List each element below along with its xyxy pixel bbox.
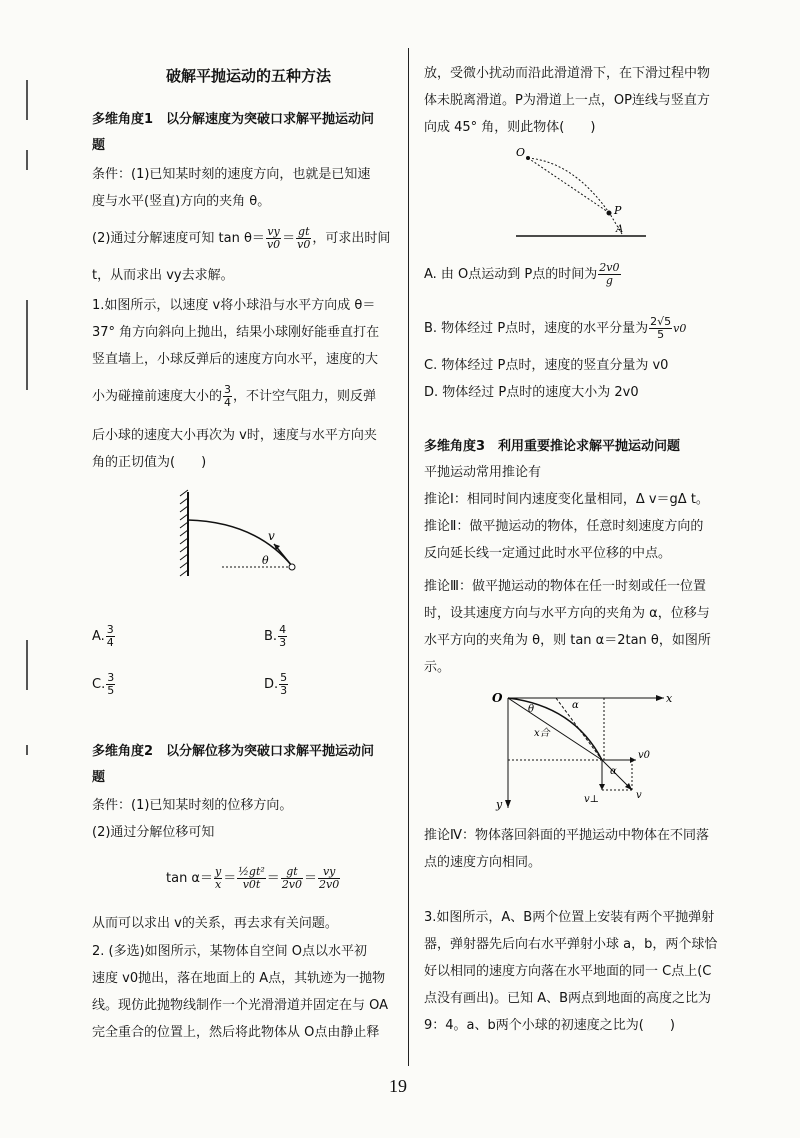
q1-text: 角的正切值为( ) [92, 455, 207, 470]
column-divider [408, 48, 409, 1066]
fraction [237, 866, 266, 891]
fraction-num: ½gt² [238, 865, 265, 878]
angle1-heading-cont: 题 [92, 138, 106, 153]
label-y: y [496, 798, 503, 811]
fraction-den: 5 [107, 684, 115, 697]
fraction [598, 262, 620, 287]
fraction [281, 866, 303, 891]
q1-option-d[interactable] [264, 672, 289, 697]
fraction-num: 2√5 [650, 315, 672, 328]
fraction-num: 2v0 [599, 261, 620, 274]
fraction-den: g [605, 274, 613, 287]
label-x-he: x合 [534, 728, 550, 739]
fraction-den: 3 [280, 684, 288, 697]
point-o [526, 156, 530, 160]
fraction [214, 866, 222, 891]
fraction-num: 5 [280, 671, 288, 684]
option-suffix: v0 [673, 322, 687, 335]
q3-text: 9：4。a、b两个小球的初速度之比为( ) [424, 1018, 675, 1033]
option-letter: A. [92, 629, 105, 644]
scan-edge-mark [26, 640, 28, 690]
q1-text-fraction-line [92, 384, 376, 409]
option-letter: B. [264, 629, 278, 644]
fraction [106, 672, 115, 697]
angle1-condition: 条件：(1)已知某时刻的速度方向，也就是已知速 [92, 167, 371, 182]
page-number: 19 [389, 1076, 407, 1096]
fraction-den: 3 [279, 636, 287, 649]
scan-edge-mark [26, 80, 28, 120]
fraction-den: 4 [224, 396, 232, 409]
q2-figure [512, 144, 652, 240]
q2-text: 线。现仿此抛物线制作一个光滑滑道并固定在与 OA [92, 998, 389, 1013]
q1-text: 后小球的速度大小再次为 v时，速度与水平方向夹 [92, 428, 377, 443]
q2-option-d[interactable]: D. 物体经过 P点时的速度大小为 2v0 [424, 385, 639, 400]
q1-text: 37° 角方向斜向上抛出，结果小球刚好能垂直打在 [92, 325, 380, 340]
fraction [106, 624, 115, 649]
option-text: B. 物体经过 P点时，速度的水平分量为 [424, 321, 649, 336]
q1-option-c[interactable] [92, 672, 116, 697]
fraction-num: 3 [106, 623, 114, 636]
fraction-num: vy [318, 866, 340, 879]
vperp-arrow [599, 784, 605, 790]
fraction-den: v0 [297, 238, 311, 251]
inference-4-cont: 点的速度方向相同。 [424, 855, 542, 870]
fraction-num: 3 [224, 383, 232, 396]
option-letter: C. [92, 677, 106, 692]
q2-option-b[interactable] [424, 316, 686, 341]
v-label: v [268, 529, 275, 543]
fraction-den: v0 [266, 238, 281, 251]
fraction [223, 384, 232, 409]
angle3-heading: 多维角度3 利用重要推论求解平抛运动问题 [424, 439, 681, 454]
q1-option-b[interactable] [264, 624, 288, 649]
label-o: O [516, 146, 526, 159]
q2-text: 完全重合的位置上，然后将此物体从 O点由静止释 [92, 1025, 380, 1040]
y-axis-arrow [505, 800, 511, 808]
inference-2-cont: 反向延长线一定通过此时水平位移的中点。 [424, 546, 672, 561]
q2-text: 2. (多选)如图所示，某物体自空间 O点以水平初 [92, 944, 368, 959]
scan-edge-mark [26, 745, 28, 755]
formula-prefix: (2)通过分解速度可知 tan θ＝ [92, 231, 265, 246]
angle1-heading: 多维角度1 以分解速度为突破口求解平抛运动问 [92, 112, 375, 127]
trajectory [188, 520, 292, 566]
label-x: x [666, 692, 673, 705]
inference-3-cont: 水平方向的夹角为 θ，则 tan α＝2tan θ，如图所 [424, 633, 711, 648]
label-a: A [616, 224, 624, 235]
x-axis-arrow [656, 695, 664, 701]
label-alpha-2: α [610, 766, 617, 777]
op-line [528, 158, 608, 212]
fraction-den: 4 [106, 636, 114, 649]
angle1-condition-cont: 度与水平(竖直)方向的夹角 θ。 [92, 194, 271, 209]
formula-lhs: tan α＝ [166, 871, 214, 886]
inference3-figure [484, 686, 674, 814]
inference-3-cont: 时，设其速度方向与水平方向的夹角为 α，位移与 [424, 606, 710, 621]
fraction-den: 5 [657, 328, 665, 341]
page-title: 破解平抛运动的五种方法 [166, 67, 332, 85]
fraction-den: 2v0 [281, 878, 303, 891]
fraction-den: v0t [242, 878, 261, 891]
q1-figure [176, 488, 306, 578]
q1-text: 1.如图所示，以速度 v将小球沿与水平方向成 θ＝ [92, 298, 376, 313]
fraction-num: vy [267, 225, 280, 238]
parabola-track [528, 158, 622, 234]
q2-option-a[interactable] [424, 262, 622, 287]
v0-arrow [630, 757, 636, 763]
equals: ＝ [223, 871, 237, 886]
fraction [278, 624, 287, 649]
angle2-after: 从而可以求出 v的关系，再去求有关问题。 [92, 916, 338, 931]
q1-prefix: 小为碰撞前速度大小的 [92, 389, 223, 404]
scan-edge-mark [26, 150, 28, 170]
equals: ＝ [304, 871, 318, 886]
fraction-num: 3 [107, 671, 115, 684]
label-vperp: v⊥ [584, 794, 600, 805]
fraction [649, 316, 672, 341]
label-v: v [636, 790, 642, 801]
inference-3: 推论Ⅲ：做平抛运动的物体在任一时刻或任一位置 [424, 579, 706, 594]
fraction [279, 672, 288, 697]
equals: ＝ [282, 231, 296, 246]
inference-3-cont: 示。 [424, 660, 451, 675]
inference-1: 推论Ⅰ：相同时间内速度变化量相同，Δ v＝gΔ t。 [424, 492, 709, 507]
fraction-num: 4 [279, 623, 287, 636]
angle3-intro: 平抛运动常用推论有 [424, 465, 542, 480]
fraction-num: y [215, 865, 222, 878]
q3-text: 点没有画出)。已知 A、B两点到地面的高度之比为 [424, 991, 712, 1006]
fraction-num: gt [281, 866, 303, 879]
angle2-condition: 条件：(1)已知某时刻的位移方向。 [92, 798, 293, 813]
label-v0: v0 [638, 750, 651, 761]
label-theta: θ [528, 704, 535, 715]
inference-4: 推论Ⅳ：物体落回斜面的平抛运动中物体在不同落 [424, 828, 709, 843]
q1-suffix: ，不计空气阻力，则反弹 [233, 389, 377, 404]
q3-text: 器，弹射器先后向右水平弹射小球 a，b，两个球恰 [424, 937, 718, 952]
label-o: O [492, 691, 503, 705]
formula-suffix: ，可求出时间 [312, 231, 391, 246]
label-alpha: α [572, 700, 579, 711]
fraction-den: x [215, 878, 222, 891]
option-letter: D. [264, 677, 279, 692]
scan-edge-mark [26, 300, 28, 390]
q3-text: 好以相同的速度方向落在水平地面的同一 C点上(C [424, 964, 712, 979]
q1-option-a[interactable] [92, 624, 116, 649]
point-p [607, 211, 612, 216]
q2-text: 速度 v0抛出，落在地面上的 A点，其轨迹为一抛物 [92, 971, 386, 986]
equals: ＝ [266, 871, 280, 886]
angle2-heading: 多维角度2 以分解位移为突破口求解平抛运动问 [92, 744, 375, 759]
fraction [266, 226, 281, 251]
fraction [296, 226, 311, 251]
inference-2: 推论Ⅱ：做平抛运动的物体，任意时刻速度方向的 [424, 519, 704, 534]
q2-text-cont: 向成 45° 角，则此物体( ) [424, 120, 596, 135]
fraction [318, 866, 340, 891]
q2-option-c[interactable]: C. 物体经过 P点时，速度的竖直分量为 v0 [424, 358, 669, 373]
angle1-formula-line [92, 226, 390, 251]
fraction-den: 2v0 [319, 878, 340, 891]
angle2-condition2: (2)通过分解位移可知 [92, 825, 215, 840]
angle2-formula [166, 866, 341, 891]
q3-text: 3.如图所示，A、B两个位置上安装有两个平抛弹射 [424, 910, 715, 925]
ball [289, 564, 295, 570]
displacement-line [508, 698, 602, 760]
theta-label: θ [262, 554, 269, 567]
label-p: P [614, 204, 622, 217]
q2-text-cont: 体未脱离滑道。P为滑道上一点，OP连线与竖直方 [424, 93, 710, 108]
q1-text: 竖直墙上，小球反弹后的速度方向水平，速度的大 [92, 352, 379, 367]
angle1-formula-cont: t，从而求出 vy去求解。 [92, 268, 234, 283]
q2-text-cont: 放，受微小扰动而沿此滑道滑下，在下滑过程中物 [424, 66, 711, 81]
option-text: A. 由 O点运动到 P点的时间为 [424, 267, 598, 282]
angle2-heading-cont: 题 [92, 770, 106, 785]
fraction-num: gt [298, 225, 310, 238]
wall [180, 490, 188, 576]
